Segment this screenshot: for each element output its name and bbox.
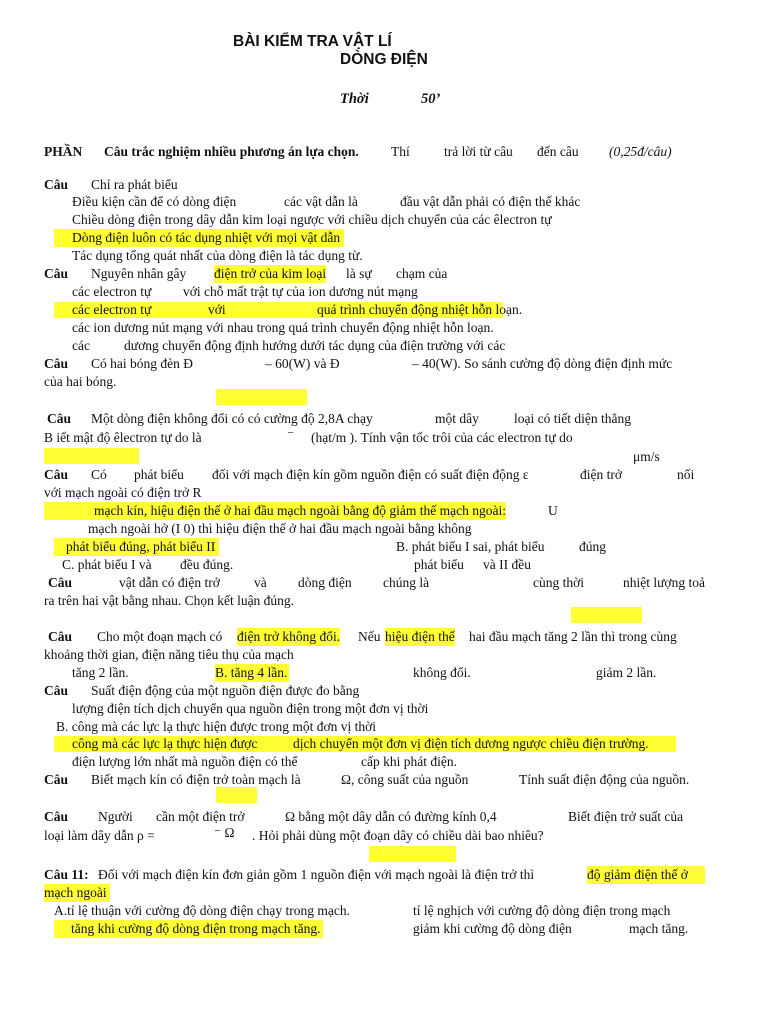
question-stem: ra trên hai vật bằng nhau. Chọn kết luận đúng.	[44, 593, 295, 608]
question-stem: Người	[98, 809, 133, 824]
document-title: BÀI KIỂM TRA VẬT LÍ	[233, 33, 392, 50]
question-stem: . Hỏi phải dùng một đoạn dây có chiều dài bao nhiêu?	[252, 828, 544, 843]
question-stem: dòng điện	[298, 575, 352, 590]
question-stem: Có	[91, 467, 107, 482]
question-stem: ⁻ Ω	[214, 825, 235, 840]
option-d: các	[72, 338, 90, 353]
question-stem: với mạch ngoài có điện trở R	[44, 485, 202, 500]
option-c: công mà các lực lạ thực hiện được	[72, 736, 258, 751]
highlighted-phrase: mạch ngoài	[44, 884, 110, 902]
option-a: các vật dẫn là	[284, 194, 358, 209]
question-label: Câu	[44, 683, 69, 698]
question-stem: Ω bằng một dây dẫn có đường kính 0,4	[285, 809, 497, 824]
option-d: giảm 2 lần.	[596, 665, 657, 680]
question-stem: khoảng thời gian, điện năng tiêu thụ của mạch	[44, 647, 294, 662]
option-d: Tác dụng tổng quát nhất của dòng điện là tác dụng từ.	[72, 248, 363, 263]
section-label: PHẦN	[44, 144, 83, 159]
option-d: phát biểu	[414, 557, 464, 572]
question-stem: Cho một đoạn mạch có	[97, 629, 223, 644]
section-score: (0,25đ/câu)	[609, 144, 672, 159]
question-stem: đối với mạch điện kín gồm nguồn điện có suất điện động ε	[212, 467, 529, 482]
option-a: với chỗ mất trật tự của ion dương nút mạng	[183, 284, 418, 299]
highlighted-phrase: độ giảm điện thế ở	[587, 866, 705, 884]
option-c-highlighted: tăng khi cường độ dòng điện trong mạch tăng.	[54, 920, 323, 938]
question-label: Câu	[48, 575, 73, 590]
option-b: đúng	[579, 539, 606, 554]
question-stem: hai đầu mạch tăng 2 lần thì trong cùng	[469, 629, 677, 644]
question-stem: nối	[677, 467, 695, 482]
option-b: Chiều dòng điện trong dây dẫn kim loại ngược với chiều dịch chuyển của các êlectron tự	[72, 212, 552, 227]
question-stem: – 60(W) và Đ	[265, 356, 340, 371]
question-stem: và	[254, 575, 267, 590]
highlighted-phrase: hiệu điện thế	[385, 629, 455, 644]
question-stem: điện trở	[580, 467, 623, 482]
option-c-highlighted: Dòng điện luôn có tác dụng nhiệt với mọi vật dẫn	[54, 229, 344, 247]
question-label: Câu	[44, 177, 69, 192]
question-stem: vật dẫn có điện trở	[119, 575, 220, 590]
option-c: không đổi.	[413, 665, 471, 680]
question-stem: nhiệt lượng toả	[623, 575, 705, 590]
option-d: cấp khi phát điện.	[361, 754, 457, 769]
answer-highlight	[571, 607, 642, 623]
question-stem: loại làm dây dẫn ρ =	[44, 828, 155, 843]
question-stem: của hai bóng.	[44, 374, 117, 389]
question-stem: Có hai bóng đèn Đ	[91, 356, 193, 371]
option-c: C. phát biểu I và	[62, 557, 152, 572]
option-b: quá trình chuyển động nhiệt hỗn loạn.	[317, 302, 523, 317]
highlighted-phrase: điện trở của kim loại	[214, 266, 327, 281]
document-subtitle: DÒNG ĐIỆN	[340, 51, 428, 68]
option-b: B. công mà các lực lạ thực hiện được trong một đơn vị thời	[56, 719, 377, 734]
option-b: các electron tự	[72, 302, 152, 317]
option-b: với	[208, 302, 226, 317]
option-a-highlighted: phát biểu đúng, phát biểu II	[54, 538, 219, 556]
option-d: và II đều	[483, 557, 531, 572]
question-stem: Nếu	[358, 629, 381, 644]
statement-1-highlighted: mạch kín, hiệu điện thế ở hai đầu mạch ngoài bằng độ giảm thế mạch ngoài:	[44, 502, 506, 520]
question-label: Câu	[44, 266, 69, 281]
answer-highlight	[44, 448, 139, 464]
question-stem: loại có tiết diện thẳng	[514, 411, 631, 426]
question-stem: cần một điện trở	[156, 809, 245, 824]
question-stem: một dây	[435, 411, 479, 426]
answer-highlight	[369, 846, 456, 862]
question-stem: cùng thời	[533, 575, 585, 590]
question-stem: – 40(W). So sánh cường độ dòng điện định mức	[412, 356, 673, 371]
question-stem: chúng là	[383, 575, 430, 590]
question-stem: Tính suất điện động của nguồn.	[519, 772, 690, 787]
option-a: lượng điện tích dịch chuyển qua nguồn điện trong một đơn vị thời	[72, 701, 429, 716]
option-a: tăng 2 lần.	[72, 665, 129, 680]
statement-1: U	[548, 503, 558, 518]
option-d: mạch tăng.	[629, 921, 689, 936]
time-label: Thời	[340, 91, 369, 107]
question-stem: Nguyên nhân gây	[91, 266, 187, 281]
section-heading: Câu trắc nghiệm nhiều phương án lựa chọn.	[104, 144, 359, 159]
statement-2: mạch ngoài hở (I 0) thì hiệu điện thế ở hai đầu mạch ngoài bằng không	[88, 521, 472, 536]
question-label: Câu	[44, 809, 69, 824]
option-a: A.tỉ lệ thuận với cường độ dòng điện chạy trong mạch.	[54, 903, 351, 918]
question-stem: phát biểu	[134, 467, 184, 482]
option-b: tỉ lệ nghịch với cường độ dòng điện trong mạch	[413, 903, 671, 918]
question-stem: ⁻	[287, 427, 295, 442]
question-stem: B iết mật độ êlectron tự do là	[44, 430, 202, 445]
option-c: dịch chuyển một đơn vị điện tích dương ngược chiều điện trường.	[293, 736, 649, 751]
question-stem: là sự	[346, 266, 372, 281]
question-label: Câu	[44, 356, 69, 371]
question-label: Câu 11:	[44, 867, 89, 882]
option-c: đều đúng.	[180, 557, 234, 572]
option-a: Điều kiện cần để có dòng điện	[72, 194, 237, 209]
option-a: đầu vật dẫn phải có điện thế khác	[400, 194, 581, 209]
option-a: các electron tự	[72, 284, 152, 299]
option-d: điện lượng lớn nhất mà nguồn điện có thể	[72, 754, 298, 769]
option-c: các ion dương nút mạng với nhau trong quá trình chuyển động nhiệt hỗn loạn.	[72, 320, 494, 335]
question-stem: chạm của	[396, 266, 448, 281]
question-label: Câu	[44, 467, 69, 482]
question-stem: Ω, công suất của nguồn	[341, 772, 469, 787]
question-stem: Suất điện động của một nguồn điện được đo bằng	[91, 683, 360, 698]
answer-unit: μm/s	[633, 449, 660, 464]
question-stem: Một dòng điện không đổi có có cường độ 2,8A chạy	[91, 411, 373, 426]
question-label: Câu	[44, 772, 69, 787]
highlighted-phrase: điện trở không đổi.	[237, 629, 341, 644]
question-label: Câu	[47, 411, 72, 426]
section-instruction: đến câu	[537, 144, 579, 159]
question-stem: (hạt/m ). Tính vận tốc trôi của các electron tự do	[311, 430, 573, 445]
option-d: dương chuyển động định hướng dưới tác dụng của điện trường với các	[124, 338, 506, 353]
question-stem: Đối với mạch điện kín đơn giản gồm 1 nguồn điện với mạch ngoài là điện trở thì	[98, 867, 535, 882]
option-b-highlighted: B. tăng 4 lần.	[215, 665, 288, 680]
option-d: giảm khi cường độ dòng điện	[413, 921, 572, 936]
option-b: B. phát biểu I sai, phát biểu	[396, 539, 545, 554]
answer-highlight	[216, 787, 257, 803]
question-stem: Biết mạch kín có điện trở toàn mạch là	[91, 772, 301, 787]
section-instruction: trả lời từ câu	[444, 144, 513, 159]
question-label: Câu	[48, 629, 73, 644]
question-stem: Chỉ ra phát biểu	[91, 177, 178, 192]
time-value: 50’	[421, 91, 441, 107]
section-instruction: Thí	[391, 144, 410, 159]
answer-highlight	[216, 389, 307, 405]
question-stem: Biết điện trở suất của	[568, 809, 684, 824]
